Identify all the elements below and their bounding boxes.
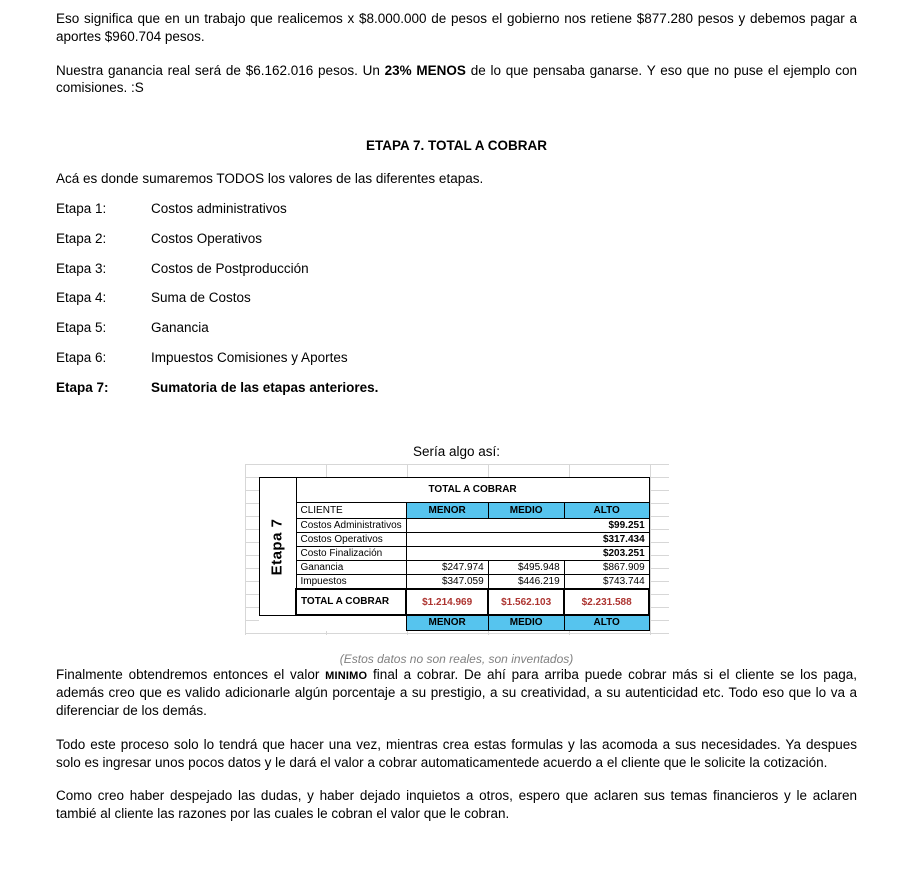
footer-header-alto: ALTO <box>564 615 649 631</box>
total-row-label: TOTAL A COBRAR <box>296 589 406 615</box>
col-header-menor: MENOR <box>406 503 488 519</box>
etapa-list-item-2 <box>56 230 857 248</box>
etapa-list-item-5 <box>56 319 857 337</box>
col-header-alto: ALTO <box>564 503 649 519</box>
table-row <box>259 533 649 547</box>
table-row <box>259 547 649 561</box>
table-row <box>259 561 649 575</box>
costos-operativos-value: $317.434 <box>406 533 649 547</box>
impuestos-alto: $743.744 <box>564 575 649 590</box>
row-label-ganancia: Ganancia <box>296 561 406 575</box>
impuestos-menor: $347.059 <box>406 575 488 590</box>
table-title-row <box>259 478 649 503</box>
etapa-list-item-3 <box>56 260 857 278</box>
outro-paragraph-3 <box>56 787 857 823</box>
intro-paragraph-2 <box>56 62 857 98</box>
outro-paragraph-1 <box>56 666 857 719</box>
etapa-3-label: Etapa 3: <box>56 260 107 276</box>
footer-header-medio: MEDIO <box>488 615 564 631</box>
footer-empty-cell <box>296 615 406 631</box>
etapa-6-label: Etapa 6: <box>56 349 107 365</box>
etapa-list-item-1 <box>56 200 857 218</box>
intro-paragraph-2-before: Nuestra ganancia real será de $6.162.016 pesos. Un <box>56 62 385 78</box>
footer-empty-cell <box>259 615 296 631</box>
etapa-2-label: Etapa 2: <box>56 230 107 246</box>
ganancia-medio: $495.948 <box>488 561 564 575</box>
row-label-impuestos: Impuestos <box>296 575 406 590</box>
footer-header-menor: MENOR <box>406 615 488 631</box>
table-header-row <box>259 503 649 519</box>
etapa-list-item-4 <box>56 289 857 307</box>
outro-paragraph-1-before: Finalmente obtendremos entonces el valor <box>56 667 326 683</box>
total-a-cobrar-table <box>259 477 651 631</box>
intro-paragraph-1-text: Eso significa que en un trabajo que realicemos x $8.000.000 de pesos el gobierno nos retiene $877.280 pesos y debemos pagar a aportes $960.704 pesos. <box>56 11 857 44</box>
seria-algo-asi-text: Sería algo así: <box>412 443 501 459</box>
table-row <box>259 519 649 533</box>
spreadsheet-grid-area <box>245 464 669 635</box>
etapa-list-item-7 <box>56 379 857 397</box>
total-medio: $1.562.103 <box>488 589 564 615</box>
costo-finalizacion-value: $203.251 <box>406 547 649 561</box>
etapa-4-desc: Suma de Costos <box>151 290 251 306</box>
table-title: TOTAL A COBRAR <box>296 478 649 503</box>
intro-paragraph-2-after: de lo que pensaba ganarse. Y eso que no puse el ejemplo con comisiones. :S <box>56 62 857 96</box>
etapa-3-desc: Costos de Postproducción <box>151 260 309 276</box>
impuestos-medio: $446.219 <box>488 575 564 590</box>
outro-paragraph-2 <box>56 736 857 772</box>
total-menor: $1.214.969 <box>406 589 488 615</box>
row-label-costos-operativos: Costos Operativos <box>296 533 406 547</box>
etapa-7-label: Etapa 7: <box>56 379 109 395</box>
etapa-4-label: Etapa 4: <box>56 290 107 306</box>
table-row <box>259 575 649 590</box>
row-label-costos-administrativos: Costos Administrativos <box>296 519 406 533</box>
total-alto: $2.231.588 <box>564 589 649 615</box>
intro-paragraph-1 <box>56 10 857 46</box>
etapa-7-desc: Sumatoria de las etapas anteriores. <box>151 379 379 395</box>
table-footer-row <box>259 615 649 631</box>
etapa-6-desc: Impuestos Comisiones y Aportes <box>151 349 348 365</box>
outro-paragraph-1-minimo: MINIMO <box>325 670 368 683</box>
table-total-row <box>259 589 649 615</box>
section-heading: ETAPA 7. TOTAL A COBRAR <box>365 138 547 154</box>
lead-paragraph: Acá es donde sumaremos TODOS los valores de las diferentes etapas. <box>56 171 484 187</box>
intro-paragraph-2-bold: 23% MENOS <box>384 62 466 78</box>
etapa-7-vertical-label: Etapa 7 <box>268 518 286 576</box>
outro-paragraph-1-after: final a cobrar. De ahí para arriba puede cobrar más si el cliente se los paga, además creo que es valido adicionarle algún porcentaje a su prestigio, a su creatividad, a su autenticidad etc. Todo eso que lo va a diferenciar de los demás. <box>56 667 857 718</box>
etapa-7-side-cell <box>259 478 296 616</box>
etapa-1-label: Etapa 1: <box>56 200 107 216</box>
etapa-2-desc: Costos Operativos <box>151 230 263 246</box>
ganancia-alto: $867.909 <box>564 561 649 575</box>
etapa-5-desc: Ganancia <box>151 320 209 336</box>
outro-paragraph-2-text: Todo este proceso solo lo tendrá que hacer una vez, mientras crea estas formulas y las acomoda a sus necesidades. Ya despues solo es ingresar unos pocos datos y le dará el valor a cobrar automaticamentede acuerdo a el cliente que le solicite la cotización. <box>56 736 857 770</box>
outro-paragraph-3-text: Como creo haber despejado las dudas, y haber dejado inquietos a otros, espero que aclaren sus temas financieros y le aclaren tambié al cliente las razones por las cuales le cobran el valor que le cobran. <box>56 788 857 822</box>
ganancia-menor: $247.974 <box>406 561 488 575</box>
etapa-5-label: Etapa 5: <box>56 320 107 336</box>
cliente-header-cell: CLIENTE <box>296 503 406 519</box>
etapa-1-desc: Costos administrativos <box>151 200 287 216</box>
col-header-medio: MEDIO <box>488 503 564 519</box>
table-caption: (Estos datos no son reales, son inventados) <box>339 652 574 667</box>
row-label-costo-finalizacion: Costo Finalización <box>296 547 406 561</box>
costos-administrativos-value: $99.251 <box>406 519 649 533</box>
etapa-list-item-6 <box>56 349 857 367</box>
